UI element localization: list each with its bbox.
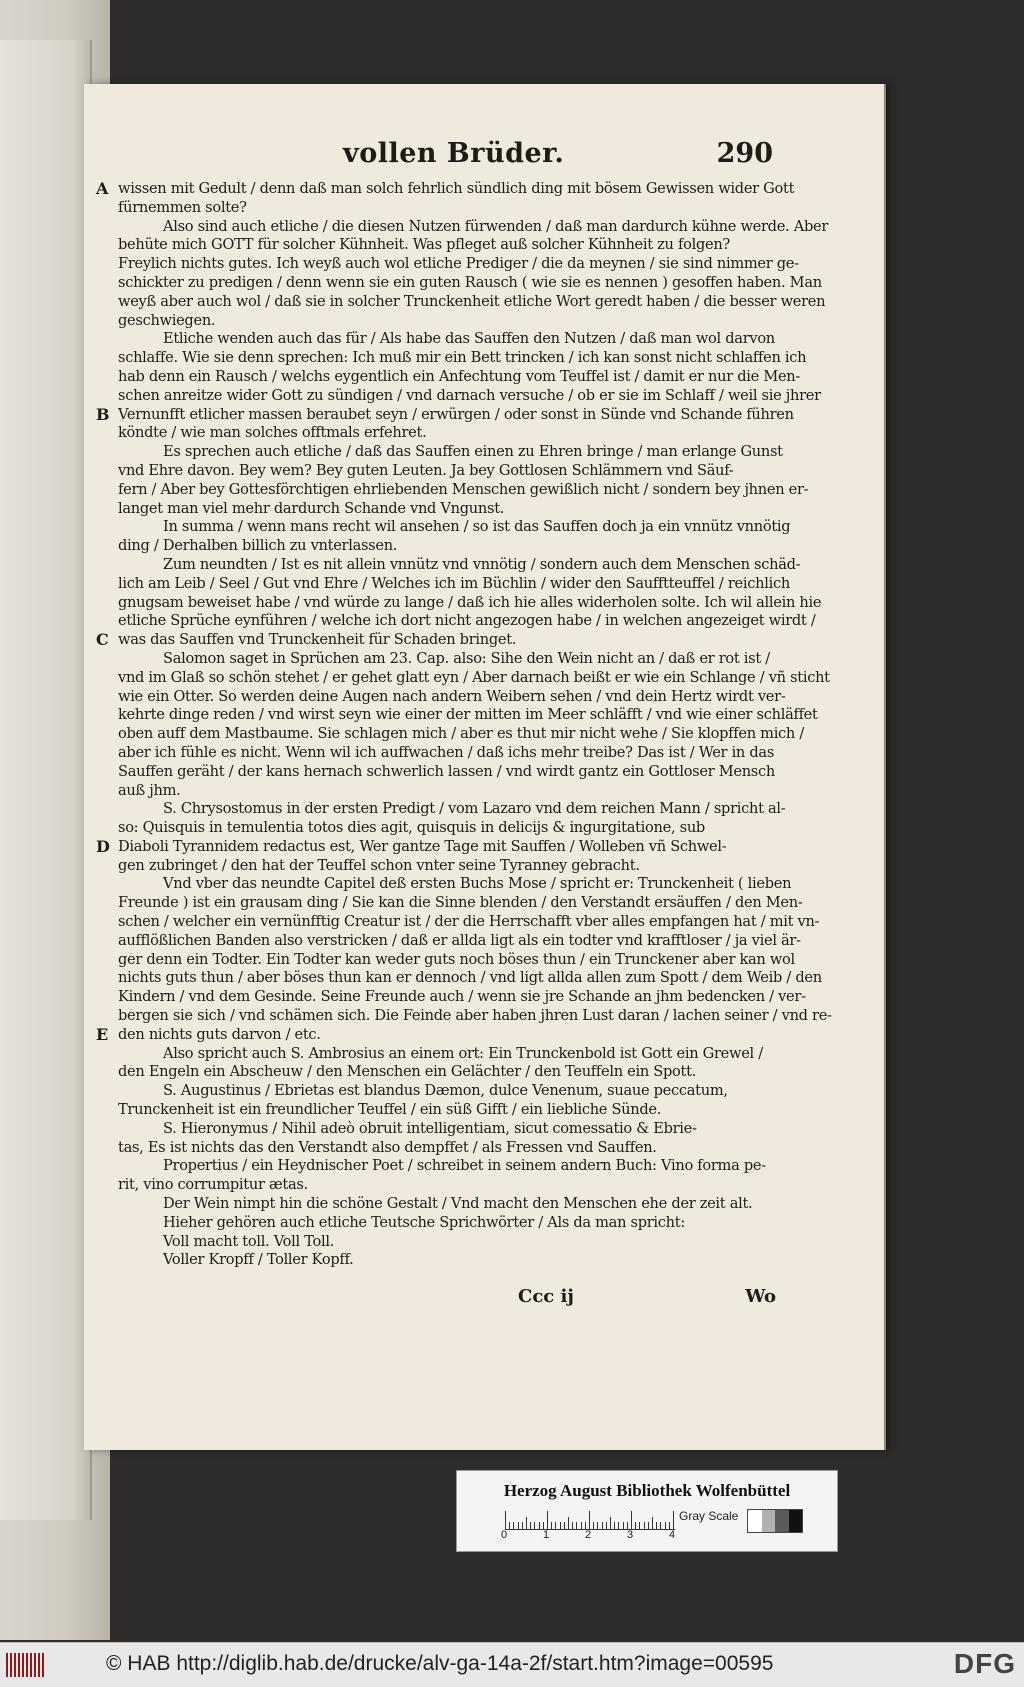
text-line-content: ger denn ein Todter. Ein Todter kan weder guts noch böses thun / ein Trunckener aber kan wol xyxy=(118,950,795,968)
ruler-tick xyxy=(560,1522,561,1529)
text-line xyxy=(96,179,795,199)
text-line xyxy=(118,649,770,669)
text-line xyxy=(118,875,792,894)
hab-logo-icon xyxy=(6,1653,46,1677)
text-line-content: aber ich fühle es nicht. Wenn wil ich auffwachen / daß ichs mehr treibe? Das ist / Wer in das xyxy=(118,743,775,761)
text-line xyxy=(118,1101,738,1120)
text-line xyxy=(118,424,738,443)
text-line-content: weyß aber auch wol / daß sie in solcher Trunckenheit etliche Wort geredt haben / die besser weren xyxy=(118,292,826,310)
ruler-tick xyxy=(564,1522,565,1529)
ruler-tick xyxy=(513,1522,514,1529)
ruler xyxy=(505,1509,675,1530)
body-text xyxy=(96,179,832,1270)
ruler-tick xyxy=(509,1522,510,1529)
text-line-content: Also sind auch etliche / die diesen Nutzen fürwenden / daß man dardurch kühne werde. Aber xyxy=(163,217,829,235)
text-line-content: wie ein Otter. So werden deine Augen nach andern Weibern sehen / vnd dein Hertz wirdt ver- xyxy=(118,687,786,705)
text-line xyxy=(118,292,826,312)
ruler-tick xyxy=(581,1522,582,1529)
ruler-number: 0 xyxy=(501,1529,508,1541)
text-line-content: oben auff dem Mastbaume. Sie schlagen mich / aber es thut mir nicht wehe / Sie klopffen mich / xyxy=(118,725,804,743)
text-line-content: hab denn ein Rausch / welchs eygentlich ein Anfechtung vom Teuffel ist / damit er nur die Men- xyxy=(118,367,801,385)
text-line xyxy=(118,386,821,406)
ruler-tick xyxy=(673,1511,674,1529)
ruler-tick xyxy=(551,1522,552,1529)
text-line xyxy=(118,1044,763,1064)
text-line xyxy=(118,894,803,913)
text-line xyxy=(118,367,801,387)
gray-swatch xyxy=(775,1510,789,1532)
text-line xyxy=(118,555,801,575)
text-line-content: Propertius / ein Heydnischer Poet / schreibet in seinem andern Buch: Vino forma pe- xyxy=(163,1157,766,1175)
text-line-content: S. Chrysostomus in der ersten Predigt / vom Lazaro vnd dem reichen Mann / spricht al- xyxy=(163,800,786,818)
ruler-tick xyxy=(652,1517,653,1529)
text-line xyxy=(118,480,809,500)
text-line xyxy=(118,819,738,838)
ruler-tick xyxy=(635,1522,636,1529)
ruler-tick xyxy=(547,1511,548,1529)
text-line-content: aufflößlichen Banden also verstricken / daß er allda ligt als ein todter vnd krafftloser / ja viel är- xyxy=(118,931,801,949)
ruler-tick xyxy=(648,1522,649,1529)
text-line xyxy=(118,1251,738,1270)
text-line-content: Der Wein nimpt hin die schöne Gestalt / Vnd macht den Menschen ehe der zeit alt. xyxy=(163,1195,753,1213)
text-line-content: S. Augustinus / Ebrietas est blandus Dæmon, dulce Venenum, suaue peccatum, xyxy=(163,1082,728,1100)
ruler-tick xyxy=(534,1522,535,1529)
text-line xyxy=(118,1233,738,1252)
ruler-tick xyxy=(669,1522,670,1529)
library-name: Herzog August Bibliothek Wolfenbüttel xyxy=(503,1481,791,1500)
ruler-tick xyxy=(543,1522,544,1529)
page-footer xyxy=(118,1282,776,1310)
text-line-content: In summa / wenn mans recht wil ansehen / so ist das Sauffen doch ja ein vnnütz vnnötig xyxy=(163,518,791,536)
ruler-tick xyxy=(539,1522,540,1529)
text-line-content: den Engeln ein Abscheuw / den Menschen ein Gelächter / den Teuffeln ein Spott. xyxy=(118,1063,696,1081)
ruler-tick xyxy=(518,1522,519,1529)
text-line-content: köndte / wie man solches offtmals erfehret. xyxy=(118,424,427,442)
text-line-content: lich am Leib / Seel / Gut vnd Ehre / Welches ich im Büchlin / wider den Saufftteuffel / reichlich xyxy=(118,574,790,592)
text-line xyxy=(118,857,738,876)
text-line xyxy=(118,1176,738,1195)
text-line xyxy=(118,312,738,331)
running-head xyxy=(118,138,773,178)
ruler-tick xyxy=(631,1511,632,1529)
ruler-number: 4 xyxy=(669,1529,676,1541)
text-line-content: fern / Aber bey Gottesförchtigen ehrliebenden Menschen gewißlich nicht / sondern bey jhnen er- xyxy=(118,480,809,498)
text-line xyxy=(118,743,775,763)
text-line xyxy=(118,1082,738,1101)
text-line xyxy=(118,687,786,707)
ruler-tick xyxy=(522,1522,523,1529)
text-line xyxy=(118,1195,753,1214)
text-line xyxy=(118,706,818,725)
ruler-tick xyxy=(614,1522,615,1529)
ruler-tick xyxy=(610,1517,611,1529)
ruler-tick xyxy=(585,1522,586,1529)
margin-letter: A xyxy=(96,179,109,198)
text-line xyxy=(118,1063,738,1082)
text-line xyxy=(118,988,806,1007)
text-line-content: Sauffen geräht / der kans hernach schwerlich lassen / vnd wirdt gantz ein Gottloser Mensch xyxy=(118,762,775,780)
text-line xyxy=(118,255,799,274)
ruler-tick xyxy=(602,1522,603,1529)
margin-letter: C xyxy=(96,630,109,650)
footer-bar xyxy=(0,1642,1024,1687)
text-line xyxy=(118,612,816,631)
text-line-content: den nichts guts darvon / etc. xyxy=(118,1025,321,1043)
text-line-content: fürnemmen solte? xyxy=(118,198,247,216)
text-line xyxy=(118,593,822,613)
text-line xyxy=(118,668,830,688)
text-line-content: schlaffe. Wie sie denn sprechen: Ich muß mir ein Bett trincken / ich kan sonst nicht schlaffen ich xyxy=(118,349,807,367)
ruler-tick xyxy=(593,1522,594,1529)
text-line xyxy=(118,518,791,537)
ruler-number: 1 xyxy=(543,1529,550,1541)
text-line-content: gnugsam beweiset habe / vnd würde zu lange / daß ich hie alles widerholen solte. Ich wil allein hie xyxy=(118,593,822,611)
ruler-tick xyxy=(526,1517,527,1529)
text-line-content: Etliche wenden auch das für / Als habe das Sauffen den Nutzen / daß man wol darvon xyxy=(163,330,775,348)
text-line-content: gen zubringet / den hat der Teuffel schon vnter seine Tyranney gebracht. xyxy=(118,856,640,874)
text-line xyxy=(118,1007,832,1026)
ruler-tick xyxy=(576,1522,577,1529)
ruler-tick xyxy=(623,1522,624,1529)
ruler-tick xyxy=(618,1522,619,1529)
ruler-number: 2 xyxy=(585,1529,592,1541)
ruler-tick xyxy=(606,1522,607,1529)
text-line xyxy=(118,782,738,801)
ruler-tick xyxy=(656,1522,657,1529)
text-line xyxy=(118,725,804,744)
text-line xyxy=(118,762,775,782)
text-line-content: Voller Kropff / Toller Kopff. xyxy=(163,1251,354,1269)
text-line-content: Zum neundten / Ist es nit allein vnnütz vnd vnnötig / sondern auch dem Menschen schäd- xyxy=(163,555,801,573)
ruler-tick xyxy=(572,1522,573,1529)
ruler-tick xyxy=(639,1522,640,1529)
text-line-content: behüte mich GOTT für solcher Kühnheit. Was pfleget auß solcher Kühnheit zu folgen? xyxy=(118,236,730,254)
text-line xyxy=(118,1157,766,1176)
text-line-content: Voll macht toll. Voll Toll. xyxy=(163,1232,335,1250)
margin-letter: B xyxy=(96,404,110,424)
text-line-content: geschwiegen. xyxy=(118,311,216,329)
text-line-content: bergen sie sich / vnd schämen sich. Die Feinde aber haben jhren Lust daran / lachen seiner / vnd re- xyxy=(118,1007,832,1025)
text-line-content: ding / Derhalben billich zu vnterlassen. xyxy=(118,537,398,555)
text-line xyxy=(118,931,801,951)
text-line-content: Trunckenheit ist ein freundlicher Teuffel / ein süß Gifft / ein liebliche Sünde. xyxy=(118,1101,662,1119)
text-line xyxy=(118,349,807,368)
text-line-content: so: Quisquis in temulentia totos dies agit, quisquis in delicijs & ingurgitatione, sub xyxy=(118,819,705,837)
text-line-content: schickter zu predigen / denn wenn sie ein guten Rausch ( wie sie es nennen ) gesoffen haben. Man xyxy=(118,273,822,291)
ruler-tick xyxy=(555,1522,556,1529)
ruler-tick xyxy=(568,1517,569,1529)
text-line-content: langet man viel mehr dardurch Schande vnd Vngunst. xyxy=(118,499,505,517)
text-line-content: auß jhm. xyxy=(118,781,181,799)
text-line xyxy=(118,1139,738,1158)
page-content xyxy=(96,138,832,1310)
book-page xyxy=(84,84,884,1450)
text-line-content: Diaboli Tyrannidem redactus est, Wer gantze Tage mit Sauffen / Wolleben vñ Schwel- xyxy=(118,837,727,855)
ruler-tick xyxy=(597,1522,598,1529)
text-line-content: Vnd vber das neundte Capitel deß ersten Buchs Mose / spricht er: Trunckenheit ( lieben xyxy=(163,875,792,893)
margin-letter: E xyxy=(96,1024,108,1044)
text-line xyxy=(96,404,794,425)
text-line xyxy=(118,199,738,218)
text-line xyxy=(118,537,738,556)
text-line-content: Freunde ) ist ein grausam ding / Sie kan die Sinne blenden / den Verstandt ersäuffen / den Men- xyxy=(118,894,803,912)
color-calibration-bar xyxy=(456,1470,838,1552)
text-line xyxy=(118,969,822,988)
text-line xyxy=(118,1214,738,1233)
text-line-content: wissen mit Gedult / denn daß man solch fehrlich sündlich ding mit bösem Gewissen wider Gott xyxy=(118,180,795,197)
text-line xyxy=(118,574,790,594)
text-line-content: Vernunfft etlicher massen beraubet seyn / erwürgen / oder sonst in Sünde vnd Schande führen xyxy=(118,405,794,423)
text-line-content: vnd im Glaß so schön stehet / er gehet glatt eyn / Aber darnach beißt er wie ein Schlange / vñ sticht xyxy=(118,668,830,686)
text-line xyxy=(118,500,738,519)
gray-swatch xyxy=(789,1510,803,1532)
catchword: Wo xyxy=(745,1286,776,1308)
footer-copyright-link[interactable]: © HAB http://diglib.hab.de/drucke/alv-ga-14a-2f/start.htm?image=00595 xyxy=(106,1652,774,1675)
text-line-content: etliche Sprüche eynführen / welche ich dort nicht angezogen habe / in welchen angezeiget wirdt / xyxy=(118,612,816,630)
dfg-logo: DFG xyxy=(953,1648,1016,1679)
text-line-content: Kindern / vnd dem Gesinde. Seine Freunde auch / wenn sie jre Schande an jhm bedencken / ver- xyxy=(118,988,806,1006)
text-line xyxy=(118,462,738,481)
ruler-tick xyxy=(530,1522,531,1529)
gray-swatch xyxy=(748,1510,762,1532)
text-line xyxy=(118,1120,738,1139)
ruler-tick xyxy=(589,1511,590,1529)
text-line-content: kehrte dinge reden / vnd wirst seyn wie einer der mitten im Meer schläfft / vnd wie einer schläffet xyxy=(118,706,818,724)
text-line-content: vnd Ehre davon. Bey wem? Bey guten Leuten. Ja bey Gottlosen Schlämmern vnd Säuf- xyxy=(118,461,734,479)
gray-scale-label: Gray Scale xyxy=(679,1509,739,1523)
text-line xyxy=(118,217,829,237)
text-line xyxy=(118,950,795,970)
text-line xyxy=(118,443,783,462)
text-line-content: Hieher gehören auch etliche Teutsche Sprichwörter / Als da man spricht: xyxy=(163,1213,685,1231)
gray-scale-swatches xyxy=(747,1509,803,1533)
gray-swatch xyxy=(762,1510,776,1532)
text-line xyxy=(96,1024,738,1045)
text-line-content: was das Sauffen vnd Trunckenheit für Schaden bringet. xyxy=(118,631,517,649)
text-line-content: Freylich nichts gutes. Ich weyß auch wol etliche Prediger / die da meynen / sie sind nimmer ge- xyxy=(118,255,799,273)
text-line xyxy=(118,236,738,255)
text-line xyxy=(96,630,738,650)
text-line-content: Es sprechen auch etliche / daß das Sauffen einen zu Ehren bringe / man erlange Gunst xyxy=(163,443,783,461)
margin-letter: D xyxy=(96,836,110,856)
ruler-tick xyxy=(665,1522,666,1529)
ruler-tick xyxy=(644,1522,645,1529)
ruler-tick xyxy=(505,1511,506,1529)
text-line-content: Also spricht auch S. Ambrosius an einem ort: Ein Trunckenbold ist Gott ein Grewel / xyxy=(163,1044,763,1062)
signature-mark: Ccc ij xyxy=(518,1286,574,1308)
text-line-content: nichts guts thun / aber böses thun kan er dennoch / vnd ligt allda allen zum Spott / dem Weib / den xyxy=(118,969,822,987)
text-line-content: rit, vino corrumpitur ætas. xyxy=(118,1176,308,1194)
text-line xyxy=(118,273,822,293)
text-line-content: tas, Es ist nichts das den Verstandt also dempffet / als Fressen vnd Sauffen. xyxy=(118,1138,657,1156)
running-title: vollen Brüder. xyxy=(343,138,565,169)
text-line xyxy=(118,913,820,932)
text-line xyxy=(118,330,775,349)
previous-page-edge xyxy=(0,40,92,1520)
ruler-tick xyxy=(627,1522,628,1529)
text-line-content: schen / welcher ein vernünfftig Creatur ist / der die Herrschafft vber alles empfangen hat / mit vn- xyxy=(118,913,820,931)
ruler-tick xyxy=(660,1522,661,1529)
ruler-number: 3 xyxy=(627,1529,634,1541)
text-line-content: S. Hieronymus / Nihil adeò obruit intelligentiam, sicut comessatio & Ebrie- xyxy=(163,1119,697,1137)
text-line xyxy=(96,836,738,857)
text-line xyxy=(118,800,786,819)
text-line-content: Salomon saget in Sprüchen am 23. Cap. also: Sihe den Wein nicht an / daß er rot ist / xyxy=(163,649,770,667)
text-line-content: schen anreitze wider Gott zu sündigen / vnd darnach versuche / ob er sie im Schlaff / weil sie jhrer xyxy=(118,386,821,404)
page-number: 290 xyxy=(716,138,773,169)
